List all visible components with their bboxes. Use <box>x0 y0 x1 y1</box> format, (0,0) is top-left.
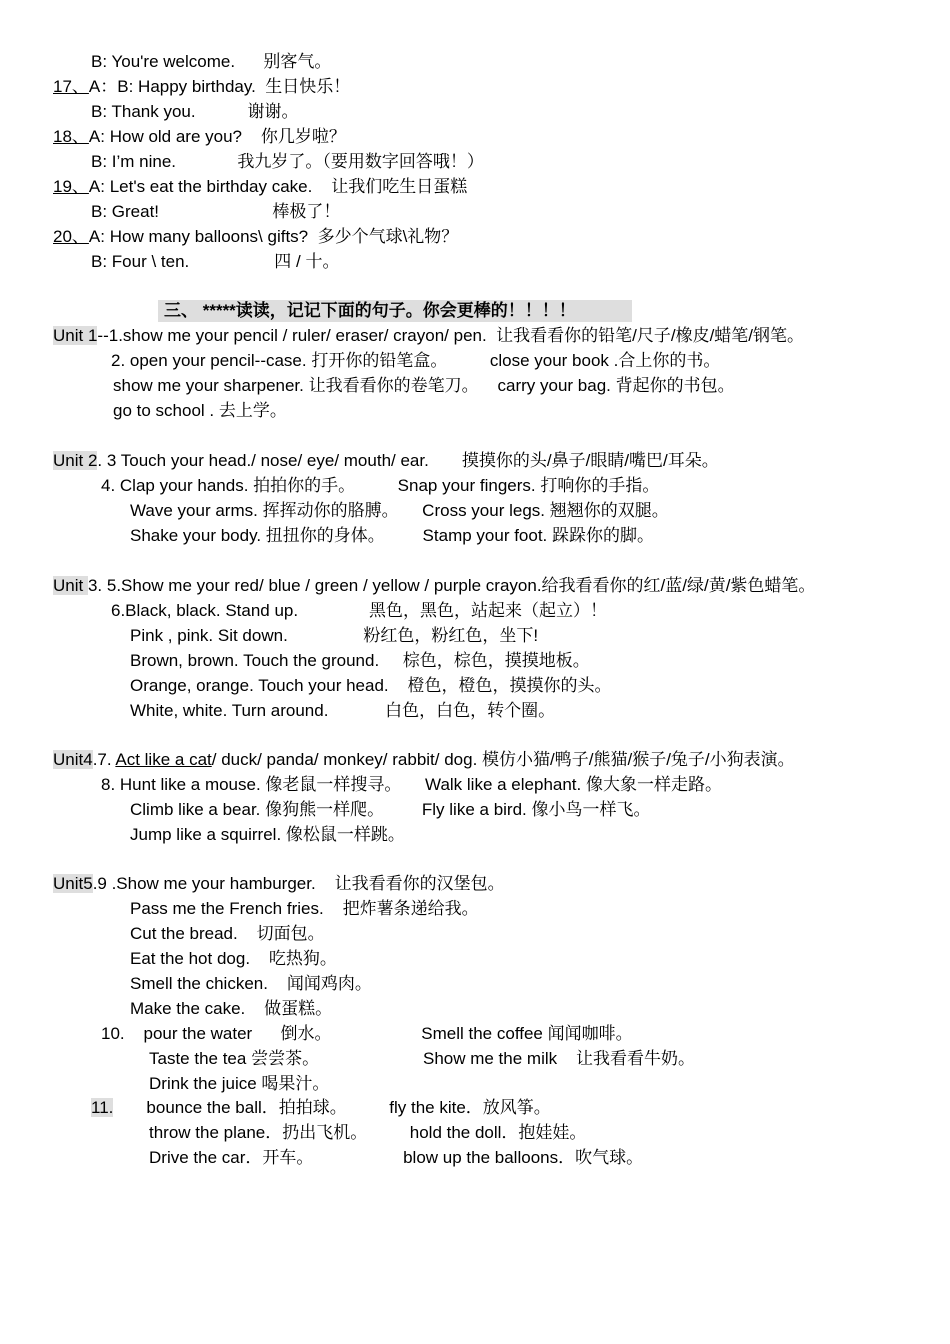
unit-text: Smell the chicken. 闻闻鸡肉。 <box>130 974 372 993</box>
unit-text: / duck/ panda/ monkey/ rabbit/ dog. 模仿小猫/鸭子/熊猫/猴子/兔子/小狗表演。 <box>211 750 795 769</box>
dialogue-text: 18、 <box>53 127 89 146</box>
unit-text: Eat the hot dog. 吃热狗。 <box>130 949 337 968</box>
dialogue-text: A: Let's eat the birthday cake. 让我们吃生日蛋糕 <box>88 177 468 196</box>
unit-text: 4. Clap your hands. 拍拍你的手。 Snap your fingers. 打响你的手指。 <box>101 476 660 495</box>
unit-line-19 <box>53 873 505 895</box>
unit-line-29 <box>149 1122 586 1144</box>
dialogue-line-3 <box>91 101 299 123</box>
dialogue-text: A：B: Happy birthday. 生日快乐！ <box>88 77 351 96</box>
dialogue-text: A: How many balloons\ gifts? 多少个气球\礼物？ <box>88 227 459 246</box>
dialogue-text: 19、 <box>53 177 89 196</box>
unit-text: Unit4 <box>53 750 93 769</box>
unit-text: Act like a cat <box>115 750 212 769</box>
unit-line-11 <box>130 625 538 647</box>
unit-text: go to school . 去上学。 <box>113 401 287 420</box>
dialogue-line-5 <box>91 151 484 173</box>
dialogue-line-9 <box>91 251 339 273</box>
unit-text: --1.show me your pencil / ruler/ eraser/ crayon/ pen. 让我看看你的铅笔/尺子/橡皮/蜡笔/钢笔。 <box>97 326 805 345</box>
unit-line-13 <box>130 675 612 697</box>
unit-text: . 3 Touch your head./ nose/ eye/ mouth/ ear. 摸摸你的头/鼻子/眼睛/嘴巴/耳朵。 <box>97 451 719 470</box>
unit-line-27 <box>149 1073 329 1095</box>
unit-line-1 <box>53 325 804 347</box>
unit-line-24 <box>130 998 332 1020</box>
unit-text: Make the cake. 做蛋糕。 <box>130 999 333 1018</box>
unit-line-4 <box>113 400 287 422</box>
unit-line-22 <box>130 948 337 970</box>
unit-text: Shake your body. 扭扭你的身体。 Stamp your foot. 跺跺你的脚。 <box>130 526 655 545</box>
unit-line-16 <box>101 774 722 796</box>
unit-line-21 <box>130 923 325 945</box>
unit-text: Jump like a squirrel. 像松鼠一样跳。 <box>130 825 405 844</box>
unit-line-6 <box>101 475 659 497</box>
unit-text: White, white. Turn around. 白色，白色，转个圈。 <box>130 701 556 720</box>
unit-text: Pass me the French fries. 把炸薯条递给我。 <box>130 899 479 918</box>
unit-text: 8. Hunt like a mouse. 像老鼠一样搜寻。 Walk like a elephant. 像大象一样走路。 <box>101 775 722 794</box>
dialogue-text: 20、 <box>53 227 89 246</box>
dialogue-text: A: How old are you? 你几岁啦？ <box>88 127 346 146</box>
dialogue-text: B: Great! 棒极了！ <box>91 202 341 221</box>
unit-line-26 <box>149 1048 695 1070</box>
unit-line-15 <box>53 749 795 771</box>
unit-line-30 <box>149 1147 643 1169</box>
unit-text: show me your sharpener. 让我看看你的卷笔刀。 carry your bag. 背起你的书包。 <box>113 376 735 395</box>
unit-text: Pink , pink. Sit down. 粉红色，粉红色，坐下! <box>130 626 539 645</box>
unit-text: Climb like a bear. 像狗熊一样爬。 Fly like a bird. 像小鸟一样飞。 <box>130 800 651 819</box>
unit-text: 3. 5.Show me your red/ blue / green / yellow / purple crayon.给我看看你的红/蓝/绿/黄/紫色蜡笔。 <box>87 576 816 595</box>
unit-line-7 <box>130 500 669 522</box>
unit-line-18 <box>130 824 405 846</box>
unit-line-20 <box>130 898 479 920</box>
unit-text: Unit <box>53 576 88 595</box>
unit-text: 11. <box>91 1098 114 1117</box>
dialogue-text: 17、 <box>53 77 89 96</box>
unit-text: Brown, brown. Touch the ground. 棕色，棕色，摸摸地板。 <box>130 651 590 670</box>
unit-text: throw the plane．扔出飞机。 hold the doll．抱娃娃。 <box>149 1123 587 1142</box>
unit-text: Unit5 <box>53 874 93 893</box>
unit-line-23 <box>130 973 372 995</box>
unit-line-9 <box>53 575 815 597</box>
unit-text: .7. <box>92 750 116 769</box>
dialogue-line-4 <box>53 126 346 148</box>
unit-text: 6.Black, black. Stand up. 黑色，黑色，站起来（起立）！ <box>111 601 607 620</box>
unit-line-17 <box>130 799 650 821</box>
dialogue-text: B: Four \ ten. 四 / 十。 <box>91 252 340 271</box>
dialogue-line-1 <box>91 51 331 73</box>
unit-text: Taste the tea 尝尝茶。 Show me the milk 让我看看牛奶。 <box>149 1049 696 1068</box>
unit-line-3 <box>113 375 735 397</box>
dialogue-text: B: Thank you. 谢谢。 <box>91 102 299 121</box>
unit-line-14 <box>130 700 555 722</box>
dialogue-line-7 <box>91 201 340 223</box>
dialogue-line-2 <box>53 76 350 98</box>
unit-text: 10. pour the water 倒水。 Smell the coffee 闻闻咖啡。 <box>101 1024 633 1043</box>
dialogue-line-6 <box>53 176 467 198</box>
unit-text: Drive the car．开车。 blow up the balloons．吹气球。 <box>149 1148 644 1167</box>
unit-text: Cut the bread. 切面包。 <box>130 924 325 943</box>
unit-line-5 <box>53 450 719 472</box>
unit-text: Unit 2 <box>53 451 98 470</box>
unit-line-12 <box>130 650 590 672</box>
unit-text: Orange, orange. Touch your head. 橙色，橙色，摸摸你的头。 <box>130 676 612 695</box>
dialogue-line-8 <box>53 226 458 248</box>
dialogue-text: B: You're welcome. 别客气。 <box>91 52 332 71</box>
unit-text: .9 .Show me your hamburger. 让我看看你的汉堡包。 <box>92 874 505 893</box>
unit-line-10 <box>111 600 607 622</box>
unit-text: Drink the juice 喝果汁。 <box>149 1074 330 1093</box>
section-heading: 三、 *****读读，记记下面的句子。你会更棒的！！！！ <box>158 300 632 322</box>
unit-line-8 <box>130 525 654 547</box>
unit-line-28 <box>91 1097 551 1119</box>
unit-line-25 <box>101 1023 633 1045</box>
dialogue-text: B: I’m nine. 我九岁了。（要用数字回答哦！） <box>91 152 484 171</box>
unit-line-2 <box>111 350 720 372</box>
unit-text: bounce the ball．拍拍球。 fly the kite．放风筝。 <box>113 1098 551 1117</box>
unit-text: 2. open your pencil--case. 打开你的铅笔盒。 close your book .合上你的书。 <box>111 351 721 370</box>
unit-text: Wave your arms. 挥挥动你的胳膊。 Cross your legs. 翘翘你的双腿。 <box>130 501 669 520</box>
unit-text: Unit 1 <box>53 326 98 345</box>
